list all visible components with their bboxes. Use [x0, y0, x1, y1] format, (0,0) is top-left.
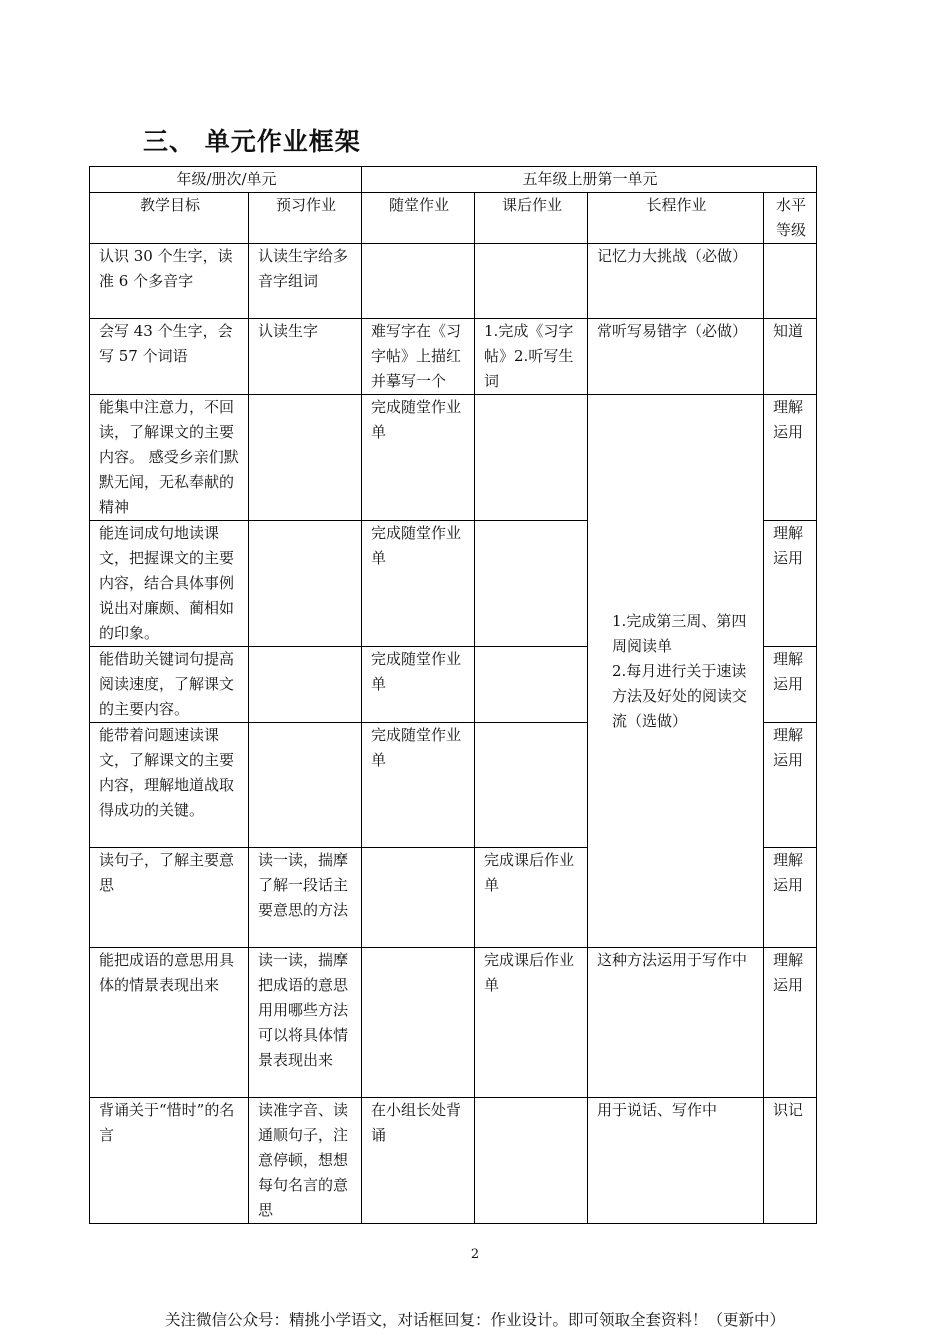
- goal-cell: 背诵关于“惜时”的名言: [90, 1098, 249, 1224]
- inclass-cell: 在小组长处背诵: [362, 1098, 475, 1224]
- inclass-cell: [362, 848, 475, 948]
- table-row: [90, 948, 817, 1098]
- after-cell: 1.完成《习字帖》2.听写生词: [475, 319, 588, 395]
- after-cell: [475, 244, 588, 319]
- longterm-cell: 这种方法运用于写作中: [588, 948, 764, 1098]
- homework-framework-table: [89, 166, 817, 1224]
- after-cell: 完成课后作业单: [475, 848, 588, 948]
- header-preview: 预习作业: [249, 193, 362, 244]
- longterm-cell: 用于说话、写作中: [588, 1098, 764, 1224]
- after-cell: [475, 647, 588, 723]
- grade-label: 年级/册次/单元: [90, 167, 362, 193]
- inclass-cell: 难写字在《习字帖》上描红并摹写一个: [362, 319, 475, 395]
- goal-cell: 能带着问题速读课文，了解课文的主要内容，理解地道战取得成功的关键。: [90, 723, 249, 848]
- goal-cell: 认识 30 个生字，读准 6 个多音字: [90, 244, 249, 319]
- header-longterm: 长程作业: [588, 193, 764, 244]
- goal-cell: 能集中注意力，不回读，了解课文的主要内容。 感受乡亲们默默无闻，无私奉献的精神: [90, 395, 249, 521]
- goal-cell: 读句子，了解主要意思: [90, 848, 249, 948]
- level-cell: 理解运用: [764, 647, 817, 723]
- section-title: 三、 单元作业框架: [143, 127, 361, 156]
- table-row: [90, 319, 817, 395]
- goal-cell: 能把成语的意思用具体的情景表现出来: [90, 948, 249, 1098]
- level-cell: 理解运用: [764, 948, 817, 1098]
- after-cell: [475, 521, 588, 647]
- inclass-cell: 完成随堂作业单: [362, 723, 475, 848]
- grade-row: [90, 167, 817, 193]
- after-cell: 完成课后作业单: [475, 948, 588, 1098]
- level-cell: 理解运用: [764, 521, 817, 647]
- inclass-cell: 完成随堂作业单: [362, 395, 475, 521]
- preview-cell: 读准字音、读通顺句子，注意停顿，想想每句名言的意思: [249, 1098, 362, 1224]
- level-cell: 知道: [764, 319, 817, 395]
- after-cell: [475, 723, 588, 848]
- goal-cell: 会写 43 个生字，会写 57 个词语: [90, 319, 249, 395]
- inclass-cell: 完成随堂作业单: [362, 647, 475, 723]
- preview-cell: 认读生字: [249, 319, 362, 395]
- inclass-cell: [362, 244, 475, 319]
- preview-cell: 读一读，揣摩了解一段话主要意思的方法: [249, 848, 362, 948]
- level-cell: [764, 244, 817, 319]
- level-cell: 识记: [764, 1098, 817, 1224]
- longterm-cell: 记忆力大挑战（必做）: [588, 244, 764, 319]
- preview-cell: [249, 521, 362, 647]
- preview-cell: [249, 723, 362, 848]
- table-row: [90, 244, 817, 319]
- longterm-cell: 常听写易错字（必做）: [588, 319, 764, 395]
- table-row: [90, 1098, 817, 1224]
- inclass-cell: [362, 948, 475, 1098]
- header-goal: 教学目标: [90, 193, 249, 244]
- merged-longterm-cell: 1.完成第三周、第四周阅读单 2.每月进行关于速读方法及好处的阅读交流（选做）: [588, 395, 764, 948]
- preview-cell: 读一读，揣摩把成语的意思用用哪些方法可以将具体情景表现出来: [249, 948, 362, 1098]
- level-cell: 理解运用: [764, 723, 817, 848]
- header-inclass: 随堂作业: [362, 193, 475, 244]
- header-row: [90, 193, 817, 244]
- preview-cell: [249, 395, 362, 521]
- goal-cell: 能借助关键词句提高阅读速度，了解课文的主要内容。: [90, 647, 249, 723]
- level-cell: 理解运用: [764, 395, 817, 521]
- header-level: 水平等级: [764, 193, 817, 244]
- preview-cell: [249, 647, 362, 723]
- after-cell: [475, 395, 588, 521]
- page-number: 2: [470, 1247, 480, 1262]
- grade-value: 五年级上册第一单元: [362, 167, 817, 193]
- level-cell: 理解运用: [764, 848, 817, 948]
- goal-cell: 能连词成句地读课文，把握课文的主要内容，结合具体事例说出对廉颇、蔺相如的印象。: [90, 521, 249, 647]
- table-row: [90, 395, 817, 521]
- footer-note: 关注微信公众号：精挑小学语文，对话框回复：作业设计。即可领取全套资料！（更新中）: [164, 1311, 785, 1329]
- preview-cell: 认读生字给多音字组词: [249, 244, 362, 319]
- after-cell: [475, 1098, 588, 1224]
- inclass-cell: 完成随堂作业单: [362, 521, 475, 647]
- header-after: 课后作业: [475, 193, 588, 244]
